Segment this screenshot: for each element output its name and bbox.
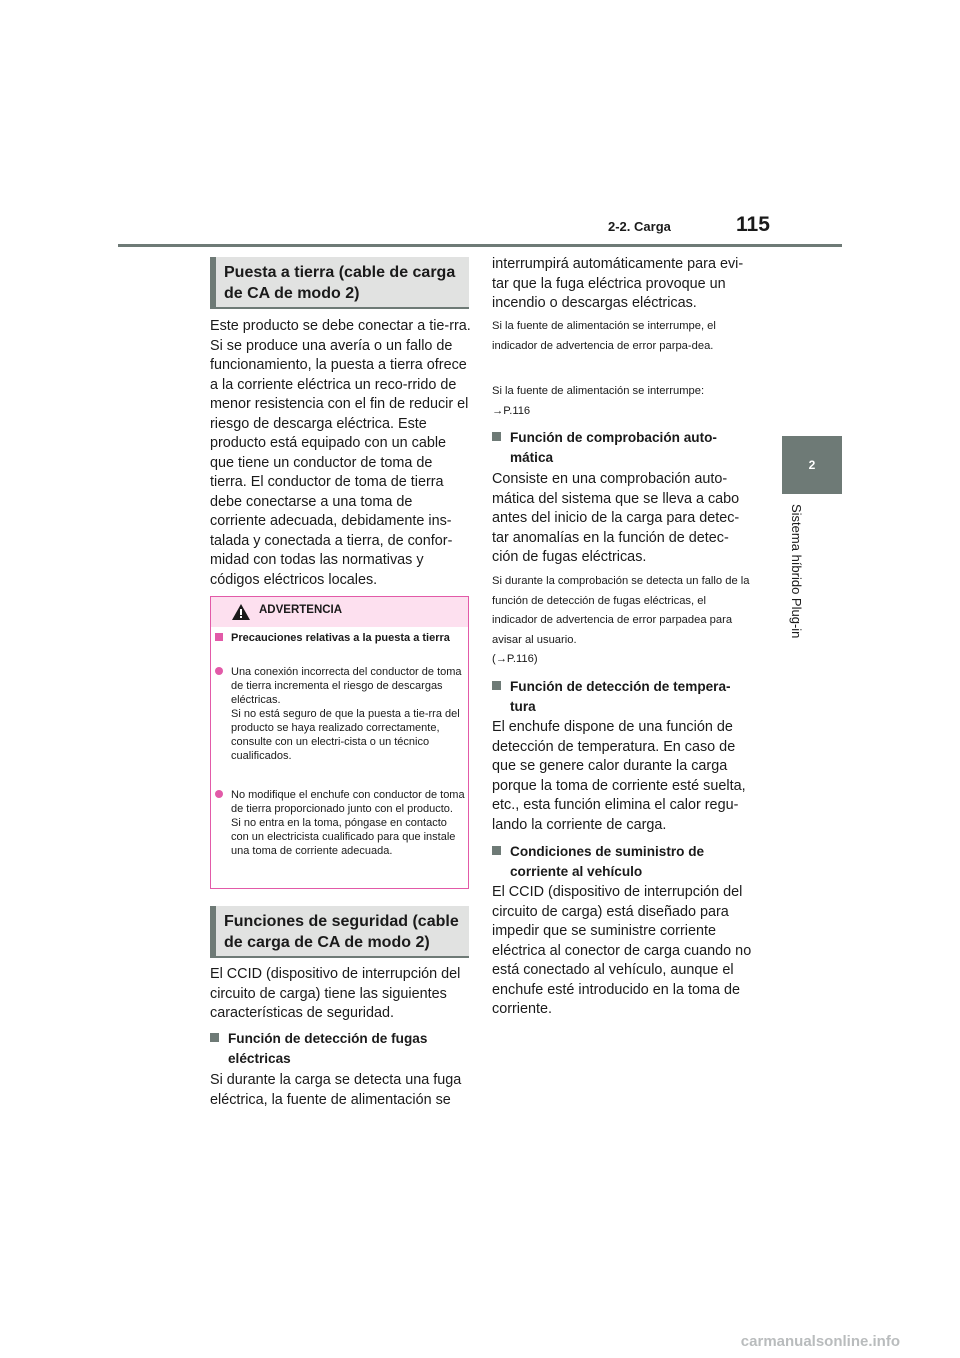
square-bullet-icon <box>492 681 501 690</box>
round-bullet-icon <box>215 790 223 798</box>
watermark: carmanualsonline.info <box>740 1333 900 1350</box>
chapter-label: Sistema híbrido Plug-in <box>789 504 804 639</box>
square-bullet-icon <box>492 846 501 855</box>
paragraph-supply: El CCID (dispositivo de interrupción del circuito de carga) está diseñado para impedir que se suministre corriente eléctrica al conector de carga cuando no está conectado al vehículo, aunque el enchufe esté introducido en la toma de corriente. <box>492 884 752 1017</box>
square-bullet-icon <box>210 1033 219 1042</box>
paragraph-temperature: El enchufe dispone de una función de detección de temperatura. En caso de que se genere calor durante la carga porque la toma de corriente esté suelta, etc., esta función elimina el calor regu-lando la corriente de carga. <box>492 719 746 833</box>
paragraph-leak: Si durante la carga se detecta una fuga eléctrica, la fuente de alimentación se <box>210 1072 462 1108</box>
warning-box <box>210 596 469 889</box>
warning-item-1b-text: Si no está seguro de que la puesta a tie-rra del producto se haya realizado correctamente, consulte con un electri-cista o un técnico cualificados. <box>231 708 460 762</box>
heading-grounding: Puesta a tierra (cable de carga de CA de modo 2) <box>210 257 469 309</box>
warning-item-1-text: Una conexión incorrecta del conductor de toma de tierra incrementa el riesgo de descargas eléctricas. <box>231 666 462 706</box>
page-number: 115 <box>736 213 770 236</box>
note-reference <box>492 382 750 421</box>
warning-subheading <box>215 631 463 645</box>
bullet-supply-conditions-text: Condiciones de suministro de corriente al vehículo <box>510 844 705 879</box>
page-reference-link[interactable]: →P.116 <box>492 404 531 417</box>
paragraph-safety: El CCID (dispositivo de interrupción del circuito de carga) tiene las siguientes características de seguridad. <box>210 966 461 1021</box>
bullet-auto-check <box>492 428 756 467</box>
warning-item-2-text: No modifique el enchufe con conductor de toma de tierra proporcionado junto con el producto. Si no entra en la toma, póngase en contacto con un electricista cualificado para que instale una toma de corriente adecuada. <box>231 789 465 857</box>
page-reference-link[interactable]: (→P.116) <box>492 653 538 665</box>
paragraph-auto-check: Consiste en una comprobación auto-mática del sistema que se lleva a cabo antes del inicio de la carga para detec-tar anomalías en la función de detec-ción de fugas eléctricas. <box>492 471 740 565</box>
warning-subheading-text: Precauciones relativas a la puesta a tierra <box>231 632 450 644</box>
bullet-auto-check-text: Función de comprobación auto-mática <box>510 430 717 465</box>
warning-title-bar <box>211 597 468 627</box>
bullet-temperature <box>492 677 756 716</box>
paragraph-leak-continued: interrumpirá automáticamente para evi-tar que la fuga eléctrica provoque un incendio o descargas eléctricas. <box>492 256 744 311</box>
header-rule <box>118 244 842 247</box>
bullet-temperature-text: Función de detección de tempera-tura <box>510 679 731 714</box>
note-reference-text: Si la fuente de alimentación se interrumpe: <box>492 385 705 397</box>
round-bullet-icon <box>215 667 223 675</box>
warning-title: ADVERTENCIA <box>259 604 343 616</box>
square-bullet-icon <box>215 633 223 641</box>
note-power-interrupted: Si la fuente de alimentación se interrumpe, el indicador de advertencia de error parpa-dea. <box>492 320 716 352</box>
bullet-supply-conditions <box>492 842 756 881</box>
note-auto-check <box>492 572 750 670</box>
warning-item-2 <box>215 788 465 858</box>
paragraph-grounding: Este producto se debe conectar a tie-rra. Si se produce una avería o un fallo de funcionamiento, la puesta a tierra ofrece a la corriente eléctrica un reco-rrido de menor resistencia con el fin de reducir el riesgo de descarga eléctrica. Este producto está equipado con un cable que tiene un conductor de toma de tierra. El conductor de toma de tierra debe conectarse a una toma de corriente adecuada, debidamente ins-talada y conectada a tierra, de confor-midad con todas las normativas y códigos eléctricos locales. <box>210 318 471 588</box>
note-auto-check-text: Si durante la comprobación se detecta un fallo de la función de detección de fugas eléctricas, el indicador de advertencia de error parpadea para avisar al usuario. <box>492 575 750 646</box>
section-title: 2-2. Carga <box>608 219 671 234</box>
warning-triangle-icon <box>231 603 251 621</box>
bullet-leak-detection <box>210 1029 472 1068</box>
chapter-tab: 2 <box>782 436 842 494</box>
bullet-leak-detection-text: Función de detección de fugas eléctricas <box>228 1031 428 1066</box>
heading-safety: Funciones de seguridad (cable de carga de CA de modo 2) <box>210 906 469 958</box>
warning-item-1 <box>215 665 465 763</box>
square-bullet-icon <box>492 432 501 441</box>
